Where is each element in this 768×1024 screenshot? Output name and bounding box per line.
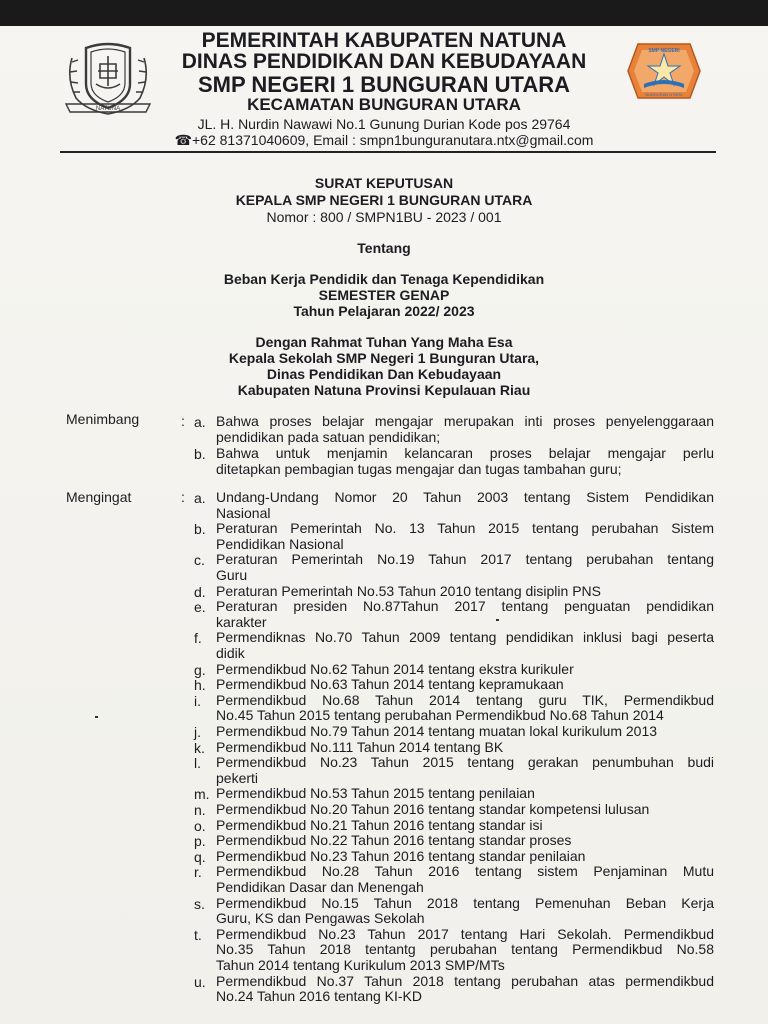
header-department: DINAS PENDIDIKAN DAN KEBUDAYAAN bbox=[181, 50, 587, 73]
mengingat-item-line: Guru bbox=[216, 567, 248, 583]
mengingat-item-line: Pendidikan Nasional bbox=[216, 535, 344, 552]
mengingat-item-line: No.35 Tahun 2018 tentantg perubahan tentang Permendikbud No.58 bbox=[216, 941, 714, 958]
preamble-line-1: Dengan Rahmat Tuhan Yang Maha Esa bbox=[255, 334, 513, 350]
mengingat-item-line: Nasional bbox=[216, 504, 271, 521]
mengingat-item-line: Permendikbud No.37 Tahun 2018 tentang perubahan atas permendikbud bbox=[216, 972, 714, 989]
mengingat-item-letter: f. bbox=[194, 630, 202, 647]
menimbang-item-line: Bahwa proses belajar mengajar merupakan inti proses penyelenggaraan bbox=[216, 413, 714, 429]
mengingat-item-letter: p. bbox=[194, 833, 206, 850]
mengingat-item-line: Permendikbud No.21 Tahun 2016 tentang standar isi bbox=[216, 816, 543, 833]
mengingat-item-line: Peraturan Pemerintah No.53 Tahun 2010 tentang disiplin PNS bbox=[216, 582, 601, 599]
scan-speck bbox=[496, 619, 499, 621]
scan-top-edge bbox=[0, 0, 768, 26]
mengingat-item-line: No.24 Tahun 2016 tentang KI-KD bbox=[216, 988, 423, 1005]
decree-number: Nomor : 800 / SMPN1BU - 2023 / 001 bbox=[266, 209, 502, 225]
mengingat-item-letter: m. bbox=[194, 786, 210, 803]
mengingat-item-letter: k. bbox=[194, 739, 205, 756]
decree-about-label: Tentang bbox=[357, 240, 411, 256]
natuna-coat-of-arms-icon bbox=[58, 38, 158, 118]
mengingat-item-letter: g. bbox=[194, 661, 206, 678]
svg-text:SMP NEGERI: SMP NEGERI bbox=[648, 48, 680, 54]
mengingat-item-line: Tahun 2014 tentang Kurikulum 2013 SMP/MTs bbox=[216, 957, 505, 973]
mengingat-item-line: Permendikbud No.23 Tahun 2015 tentang gerakan penumbuhan budi bbox=[216, 754, 714, 771]
mengingat-item-line: Peraturan Pemerintah No. 13 Tahun 2015 tentang perubahan Sistem bbox=[216, 520, 714, 537]
mengingat-item-line: Permendikbud No.68 Tahun 2014 tentang guru TIK, Permendikbud bbox=[216, 691, 714, 708]
school-logo-icon bbox=[626, 40, 702, 102]
preamble-line-3: Dinas Pendidikan Dan Kebudayaan bbox=[266, 366, 502, 382]
menimbang-colon: : bbox=[181, 413, 185, 429]
mengingat-item-line: Permendiknas No.70 Tahun 2009 tentang pendidikan inklusi bagi peserta bbox=[216, 629, 714, 646]
mengingat-item-letter: o. bbox=[194, 817, 206, 834]
mengingat-item-letter: j. bbox=[194, 724, 201, 740]
mengingat-item-letter: q. bbox=[194, 848, 206, 865]
mengingat-item-line: Permendikbud No.22 Tahun 2016 tentang standar proses bbox=[216, 832, 572, 849]
svg-text:NATUNA: NATUNA bbox=[95, 106, 121, 112]
svg-text:BUNGURAN UTARA: BUNGURAN UTARA bbox=[645, 92, 683, 97]
menimbang-item-letter: b. bbox=[194, 446, 206, 462]
decree-issuer: KEPALA SMP NEGERI 1 BUNGURAN UTARA bbox=[235, 192, 533, 208]
scan-speck bbox=[95, 716, 98, 718]
mengingat-item-line: Permendikbud No.79 Tahun 2014 tentang muatan lokal kurikulum 2013 bbox=[216, 723, 658, 739]
decree-subject: Beban Kerja Pendidik dan Tenaga Kependidikan bbox=[223, 271, 545, 287]
mengingat-item-letter: t. bbox=[194, 926, 202, 943]
mengingat-item-line: No.45 Tahun 2015 tentang perubahan Permendikbud No.68 Tahun 2014 bbox=[216, 707, 664, 724]
mengingat-label: Mengingat bbox=[66, 489, 132, 505]
mengingat-item-line: Permendikbud No.15 Tahun 2018 tentang Pemenuhan Beban Kerja bbox=[216, 894, 714, 911]
mengingat-item-line: Peraturan presiden No.87Tahun 2017 tentang penguatan pendidikan bbox=[216, 598, 714, 615]
mengingat-colon: : bbox=[181, 489, 185, 505]
mengingat-item-line: Permendikbud No.20 Tahun 2016 tentang standar kompetensi lulusan bbox=[216, 801, 650, 817]
mengingat-item-letter: i. bbox=[194, 692, 201, 709]
preamble-line-2: Kepala Sekolah SMP Negeri 1 Bunguran Utara, bbox=[228, 350, 540, 366]
mengingat-item-letter: c. bbox=[194, 552, 205, 569]
decree-semester: SEMESTER GENAP bbox=[318, 287, 450, 303]
header-district: KECAMATAN BUNGURAN UTARA bbox=[247, 95, 521, 114]
mengingat-item-letter: r. bbox=[194, 864, 202, 881]
mengingat-item-letter: l. bbox=[194, 755, 201, 772]
mengingat-item-letter: s. bbox=[194, 895, 205, 912]
mengingat-item-line: didik bbox=[216, 645, 245, 661]
decree-title: SURAT KEPUTUSAN bbox=[314, 175, 454, 191]
mengingat-item-letter: n. bbox=[194, 802, 206, 818]
header-contact: ☎+62 81371040609, Email : smpn1bunguranutara.ntx@gmail.com bbox=[174, 132, 594, 148]
mengingat-item-line: Permendikbud No.111 Tahun 2014 tentang BK bbox=[216, 738, 504, 755]
header-divider bbox=[60, 151, 716, 153]
mengingat-item-line: Undang-Undang Nomor 20 Tahun 2003 tentang Sistem Pendidikan bbox=[216, 489, 714, 505]
mengingat-item-letter: h. bbox=[194, 677, 206, 694]
mengingat-item-line: Permendikbud No.28 Tahun 2016 tentang sistem Penjaminan Mutu bbox=[216, 863, 714, 880]
menimbang-item-line: ditetapkan pembagian tugas mengajar dan tugas tambahan guru; bbox=[216, 461, 622, 477]
mengingat-item-letter: e. bbox=[194, 599, 206, 616]
mengingat-item-line: Permendikbud No.23 Tahun 2017 tentang Hari Sekolah. Permendikbud bbox=[216, 925, 714, 942]
mengingat-item-line: Permendikbud No.62 Tahun 2014 tentang ekstra kurikuler bbox=[216, 660, 574, 677]
menimbang-item-line: Bahwa untuk menjamin kelancaran proses belajar mengajar perlu bbox=[216, 445, 714, 461]
mengingat-item-letter: d. bbox=[194, 583, 206, 600]
menimbang-item-letter: a. bbox=[194, 414, 206, 430]
menimbang-label: Menimbang bbox=[66, 411, 140, 427]
mengingat-item-letter: b. bbox=[194, 521, 206, 538]
header-address: JL. H. Nurdin Nawawi No.1 Gunung Durian Kode pos 29764 bbox=[197, 116, 571, 132]
mengingat-item-line: Pendidikan Dasar dan Menengah bbox=[216, 879, 424, 895]
menimbang-item-line: pendidikan pada satuan pendidikan; bbox=[216, 429, 441, 445]
mengingat-item-line: pekerti bbox=[216, 769, 259, 786]
mengingat-item-line: Permendikbud No.63 Tahun 2014 tentang kepramukaan bbox=[216, 676, 564, 693]
mengingat-item-line: Peraturan Pemerintah No.19 Tahun 2017 tentang perubahan tentang bbox=[216, 551, 714, 568]
header-government: PEMERINTAH KABUPATEN NATUNA bbox=[201, 29, 567, 52]
decree-academic-year: Tahun Pelajaran 2022/ 2023 bbox=[293, 303, 475, 319]
mengingat-item-line: Guru, KS dan Pengawas Sekolah bbox=[216, 910, 425, 927]
mengingat-item-line: Permendikbud No.53 Tahun 2015 tentang penilaian bbox=[216, 785, 535, 802]
header-school-name: SMP NEGERI 1 BUNGURAN UTARA bbox=[198, 72, 570, 97]
mengingat-item-letter: u. bbox=[194, 973, 206, 990]
mengingat-item-line: Permendikbud No.23 Tahun 2016 tentang standar penilaian bbox=[216, 847, 586, 864]
preamble-line-4: Kabupaten Natuna Provinsi Kepulauan Riau bbox=[237, 382, 531, 398]
mengingat-item-line: karakter bbox=[216, 613, 267, 630]
mengingat-item-letter: a. bbox=[194, 490, 206, 506]
